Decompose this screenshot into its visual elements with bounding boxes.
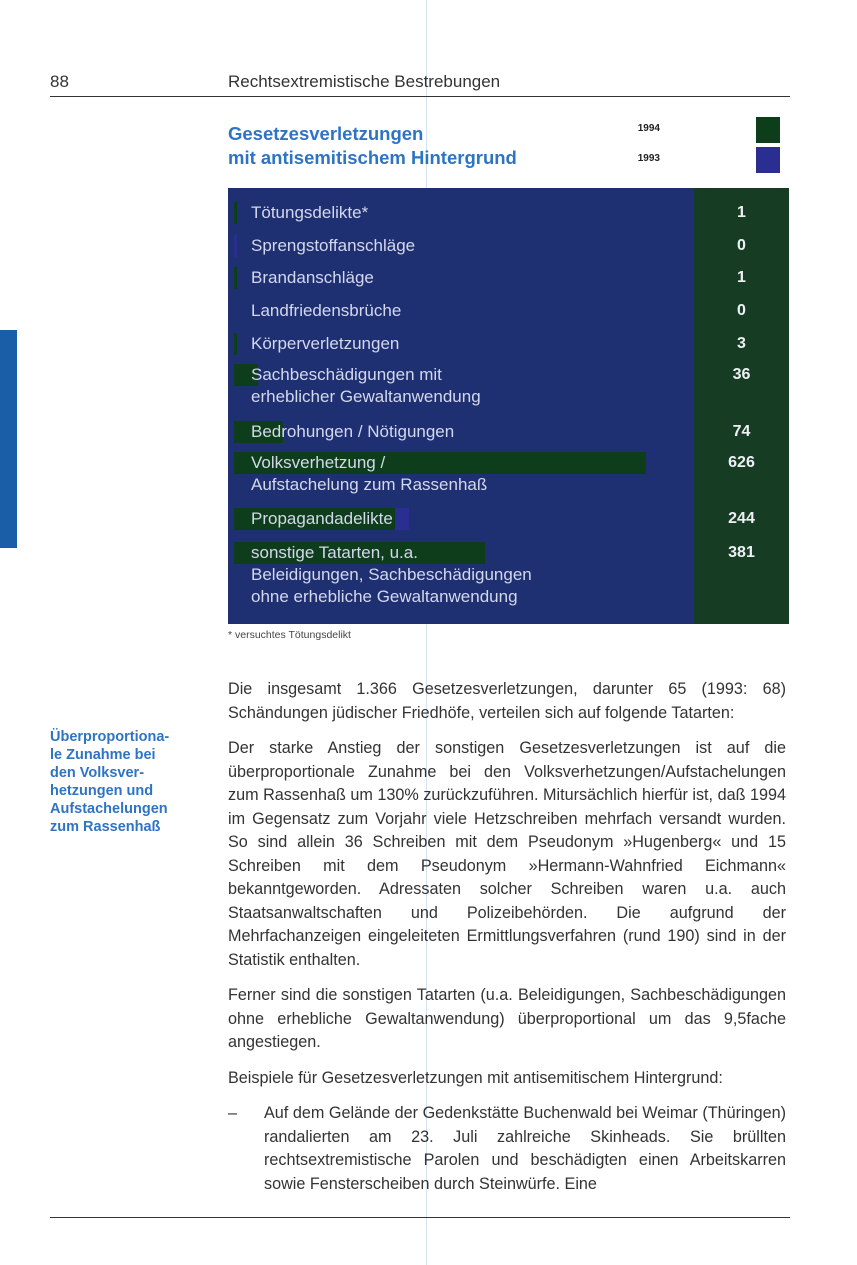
paragraph-3: Ferner sind die sonstigen Tatarten (u.a. Beleidigungen, Sachbeschädigungen ohne erhebliche Gewaltanwendung) überproportional um das 9,5fache angestiegen. bbox=[228, 986, 786, 1051]
paragraph-1: Die insgesamt 1.366 Gesetzesverletzungen, darunter 65 (1993: 68) Schändungen jüdischer Friedhöfe, verteilen sich auf folgende Tatarten: bbox=[228, 680, 786, 722]
category-label: Sprengstoffanschläge bbox=[251, 236, 416, 255]
chart-row bbox=[228, 265, 789, 291]
chart-row bbox=[228, 233, 789, 259]
category-label: Bedrohungen / Nötigungen bbox=[251, 422, 455, 441]
chart-footnote: * versuchtes Tötungsdelikt bbox=[228, 629, 351, 641]
bullet-item bbox=[228, 1102, 786, 1196]
value-label: 244 bbox=[728, 510, 755, 527]
value-label: 0 bbox=[737, 237, 746, 254]
bar-1993 bbox=[234, 235, 237, 257]
running-title: Rechtsextremistische Bestrebungen bbox=[228, 72, 501, 91]
category-label: Tötungsdelikte* bbox=[251, 203, 369, 222]
value-label: 3 bbox=[737, 335, 746, 352]
chart-title-line1: Gesetzesverletzungen bbox=[228, 123, 424, 144]
value-label: 381 bbox=[728, 544, 755, 561]
bar-1994 bbox=[234, 333, 237, 355]
category-label: Volksverhetzung / Aufstachelung zum Rassenhaß bbox=[251, 453, 488, 494]
value-label: 74 bbox=[732, 423, 751, 440]
category-label: Landfriedensbrüche bbox=[251, 301, 402, 320]
bullet-text: Auf dem Gelände der Gedenkstätte Buchenwald bei Weimar (Thüringen) randalierten am 23. Juli zahlreiche Skinheads. Sie brüllten rechtsextremistische Parolen und beschädigten einen Arbeitskarren sowie Fensterscheiben durch Steinwürfe. Eine bbox=[264, 1104, 786, 1193]
chart-row bbox=[228, 331, 789, 357]
chart-row bbox=[228, 419, 789, 445]
chart-row bbox=[228, 200, 789, 226]
body-text bbox=[228, 678, 786, 1196]
footer-rule bbox=[50, 1217, 790, 1218]
page-header bbox=[50, 70, 790, 97]
category-label: sonstige Tatarten, u.a. Beleidigungen, Sachbeschädigungen ohne erhebliche Gewaltanwendung bbox=[251, 543, 532, 606]
chart-row bbox=[228, 362, 789, 410]
paragraph-4: Beispiele für Gesetzesverletzungen mit antisemitischem Hintergrund: bbox=[228, 1068, 723, 1087]
legend-label-1994: 1994 bbox=[637, 123, 660, 134]
paragraph-2: Der starke Anstieg der sonstigen Gesetzesverletzungen ist auf die überproportionale Zunahme bei den Volksverhetzungen/Aufstachelungen zum Rassenhaß um 130% zurückzuführen. Mitursächlich hierfür ist, daß 1994 im Gegensatz zum Vorjahr viele Hetzschreiben mehrfach versandt wurden. So sind allein 36 Schreiben mit dem Pseudonym »Hugenberg« und 15 Schreiben mit dem Pseudonym »Hermann-Wahnfried Eichmann« bekanntgeworden. Adressaten solcher Schreiben waren u.a. auch Staatsanwaltschaften und Polizeibehörden. Die aufgrund der Mehrfachanzeigen eingeleiteten Ermittlungsverfahren (rund 190) sind in der Statistik enthalten. bbox=[228, 739, 786, 969]
bar-1994 bbox=[234, 267, 237, 289]
value-label: 626 bbox=[728, 454, 755, 471]
category-label: Brandanschläge bbox=[251, 268, 374, 287]
chart-row bbox=[228, 450, 789, 498]
chart-title-line2: mit antisemitischem Hintergrund bbox=[228, 147, 517, 168]
value-label: 36 bbox=[732, 366, 751, 383]
value-label: 1 bbox=[737, 204, 746, 221]
bullet-dash: – bbox=[228, 1104, 238, 1122]
legend-label-1993: 1993 bbox=[637, 153, 660, 164]
value-label: 1 bbox=[737, 269, 746, 286]
category-label: Sachbeschädigungen mit erheblicher Gewaltanwendung bbox=[251, 365, 481, 406]
category-label: Körperverletzungen bbox=[251, 334, 400, 353]
chart-row bbox=[228, 540, 789, 610]
value-label: 0 bbox=[737, 302, 746, 319]
legend-swatch-1994 bbox=[756, 117, 780, 143]
chart-row bbox=[228, 298, 789, 324]
legend-swatch-1993 bbox=[756, 147, 780, 173]
chart-row bbox=[228, 506, 789, 532]
page-number: 88 bbox=[50, 72, 69, 91]
category-label: Propagandadelikte bbox=[251, 509, 393, 528]
chart-title bbox=[228, 122, 517, 170]
bar-1994 bbox=[234, 202, 237, 224]
side-marker-bar bbox=[0, 330, 17, 548]
margin-note: Überproportiona- le Zunahme bei den Volksver- hetzungen und Aufstachelungen zum Rassenhaß bbox=[50, 729, 170, 835]
